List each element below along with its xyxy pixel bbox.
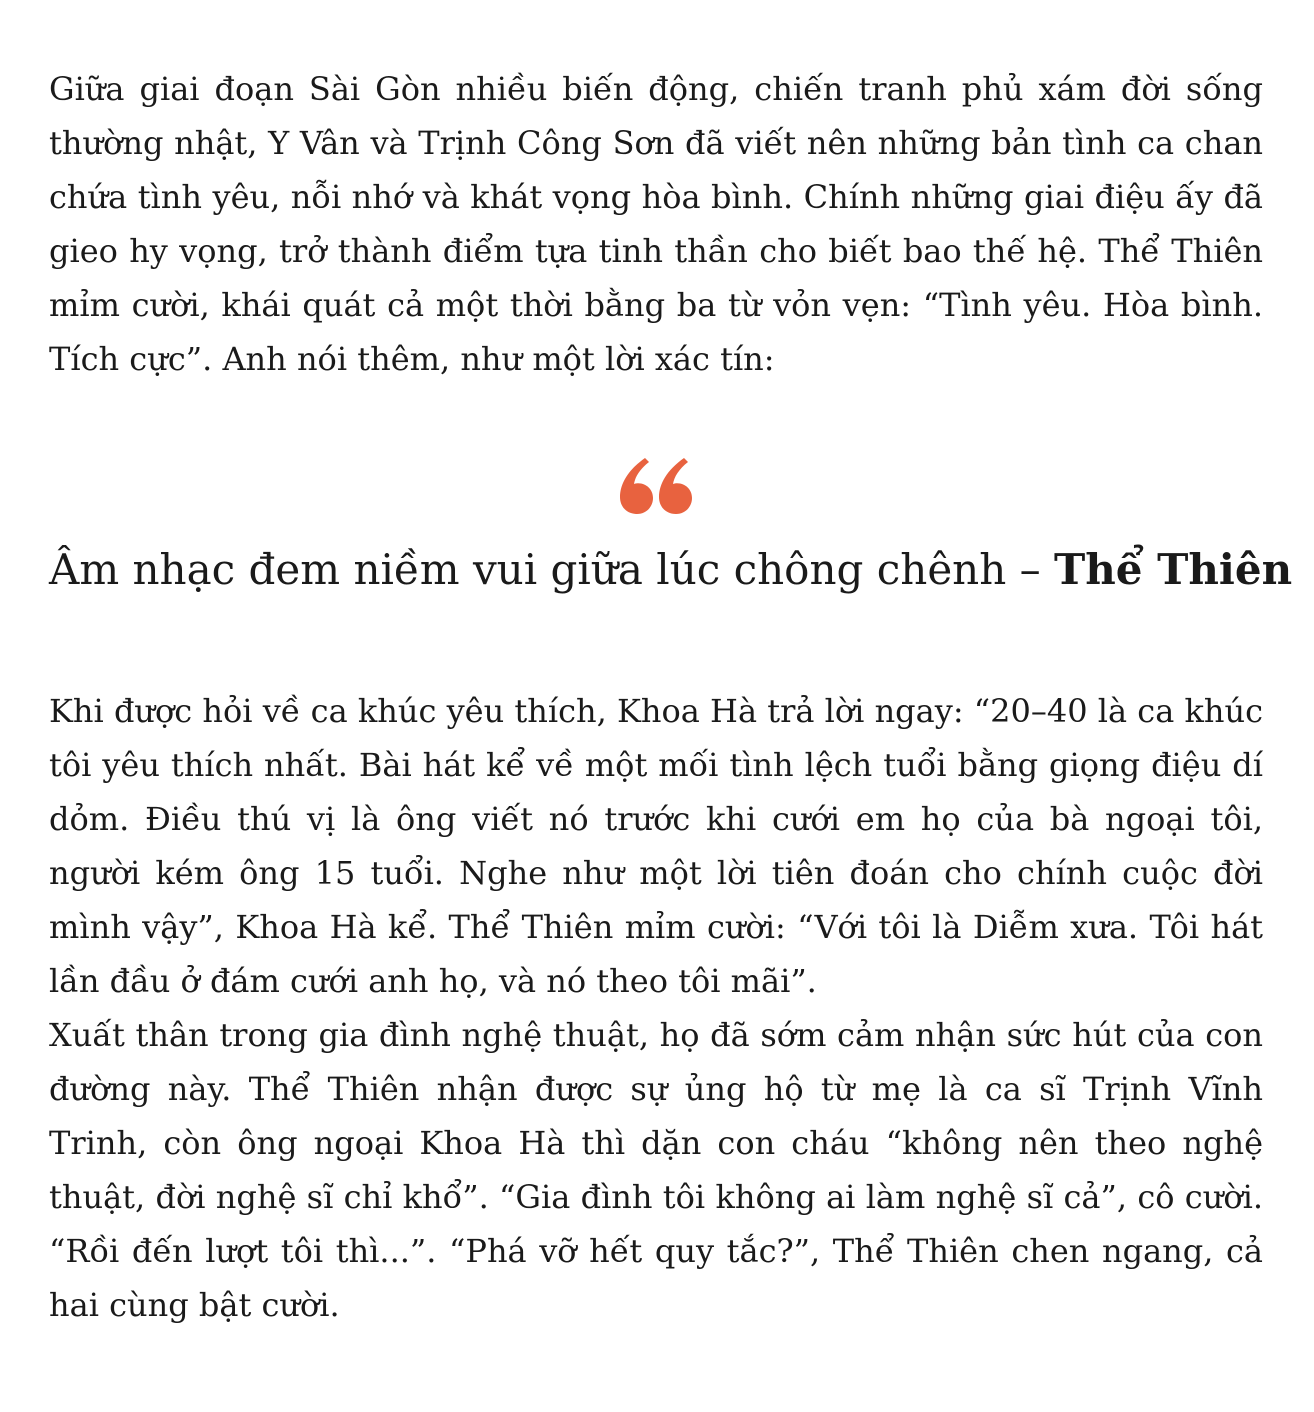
pull-quote-text <box>49 542 1293 598</box>
article-paragraph-2: Khi được hỏi về ca khúc yêu thích, Khoa Hà trả lời ngay: “20–40 là ca khúc tôi yêu thích nhất. Bài hát kể về một mối tình lệch tuổi bằng giọng điệu dí dỏm. Điều thú vị là ông viết nó trước khi cưới em họ của bà ngoại tôi, người kém ông 15 tuổi. Nghe như một lời tiên đoán cho chính cuộc đời mình vậy”, Khoa Hà kể. Thể Thiên mỉm cười: “Với tôi là Diễm xưa. Tôi hát lần đầu ở đám cưới anh họ, và nó theo tôi mãi”. <box>49 692 1263 1000</box>
pull-quote <box>49 386 1293 598</box>
quote-mark-icon <box>620 458 692 514</box>
pull-quote-author: Thể Thiên <box>1054 545 1293 594</box>
pull-quote-body: Âm nhạc đem niềm vui giữa lúc chông chênh – <box>49 545 1054 594</box>
article-paragraph-1: Giữa giai đoạn Sài Gòn nhiều biến động, chiến tranh phủ xám đời sống thường nhật, Y Vân và Trịnh Công Sơn đã viết nên những bản tình ca chan chứa tình yêu, nỗi nhớ và khát vọng hòa bình. Chính những giai điệu ấy đã gieo hy vọng, trở thành điểm tựa tinh thần cho biết bao thế hệ. Thể Thiên mỉm cười, khái quát cả một thời bằng ba từ vỏn vẹn: “Tình yêu. Hòa bình. Tích cực”. Anh nói thêm, như một lời xác tín: <box>49 70 1263 378</box>
article-paragraph-3: Xuất thân trong gia đình nghệ thuật, họ đã sớm cảm nhận sức hút của con đường này. Thể Thiên nhận được sự ủng hộ từ mẹ là ca sĩ Trịnh Vĩnh Trinh, còn ông ngoại Khoa Hà thì dặn con cháu “không nên theo nghệ thuật, đời nghệ sĩ chỉ khổ”. “Gia đình tôi không ai làm nghệ sĩ cả”, cô cười. “Rồi đến lượt tôi thì...”. “Phá vỡ hết quy tắc?”, Thể Thiên chen ngang, cả hai cùng bật cười. <box>49 1016 1263 1324</box>
article-body <box>49 62 1293 1332</box>
